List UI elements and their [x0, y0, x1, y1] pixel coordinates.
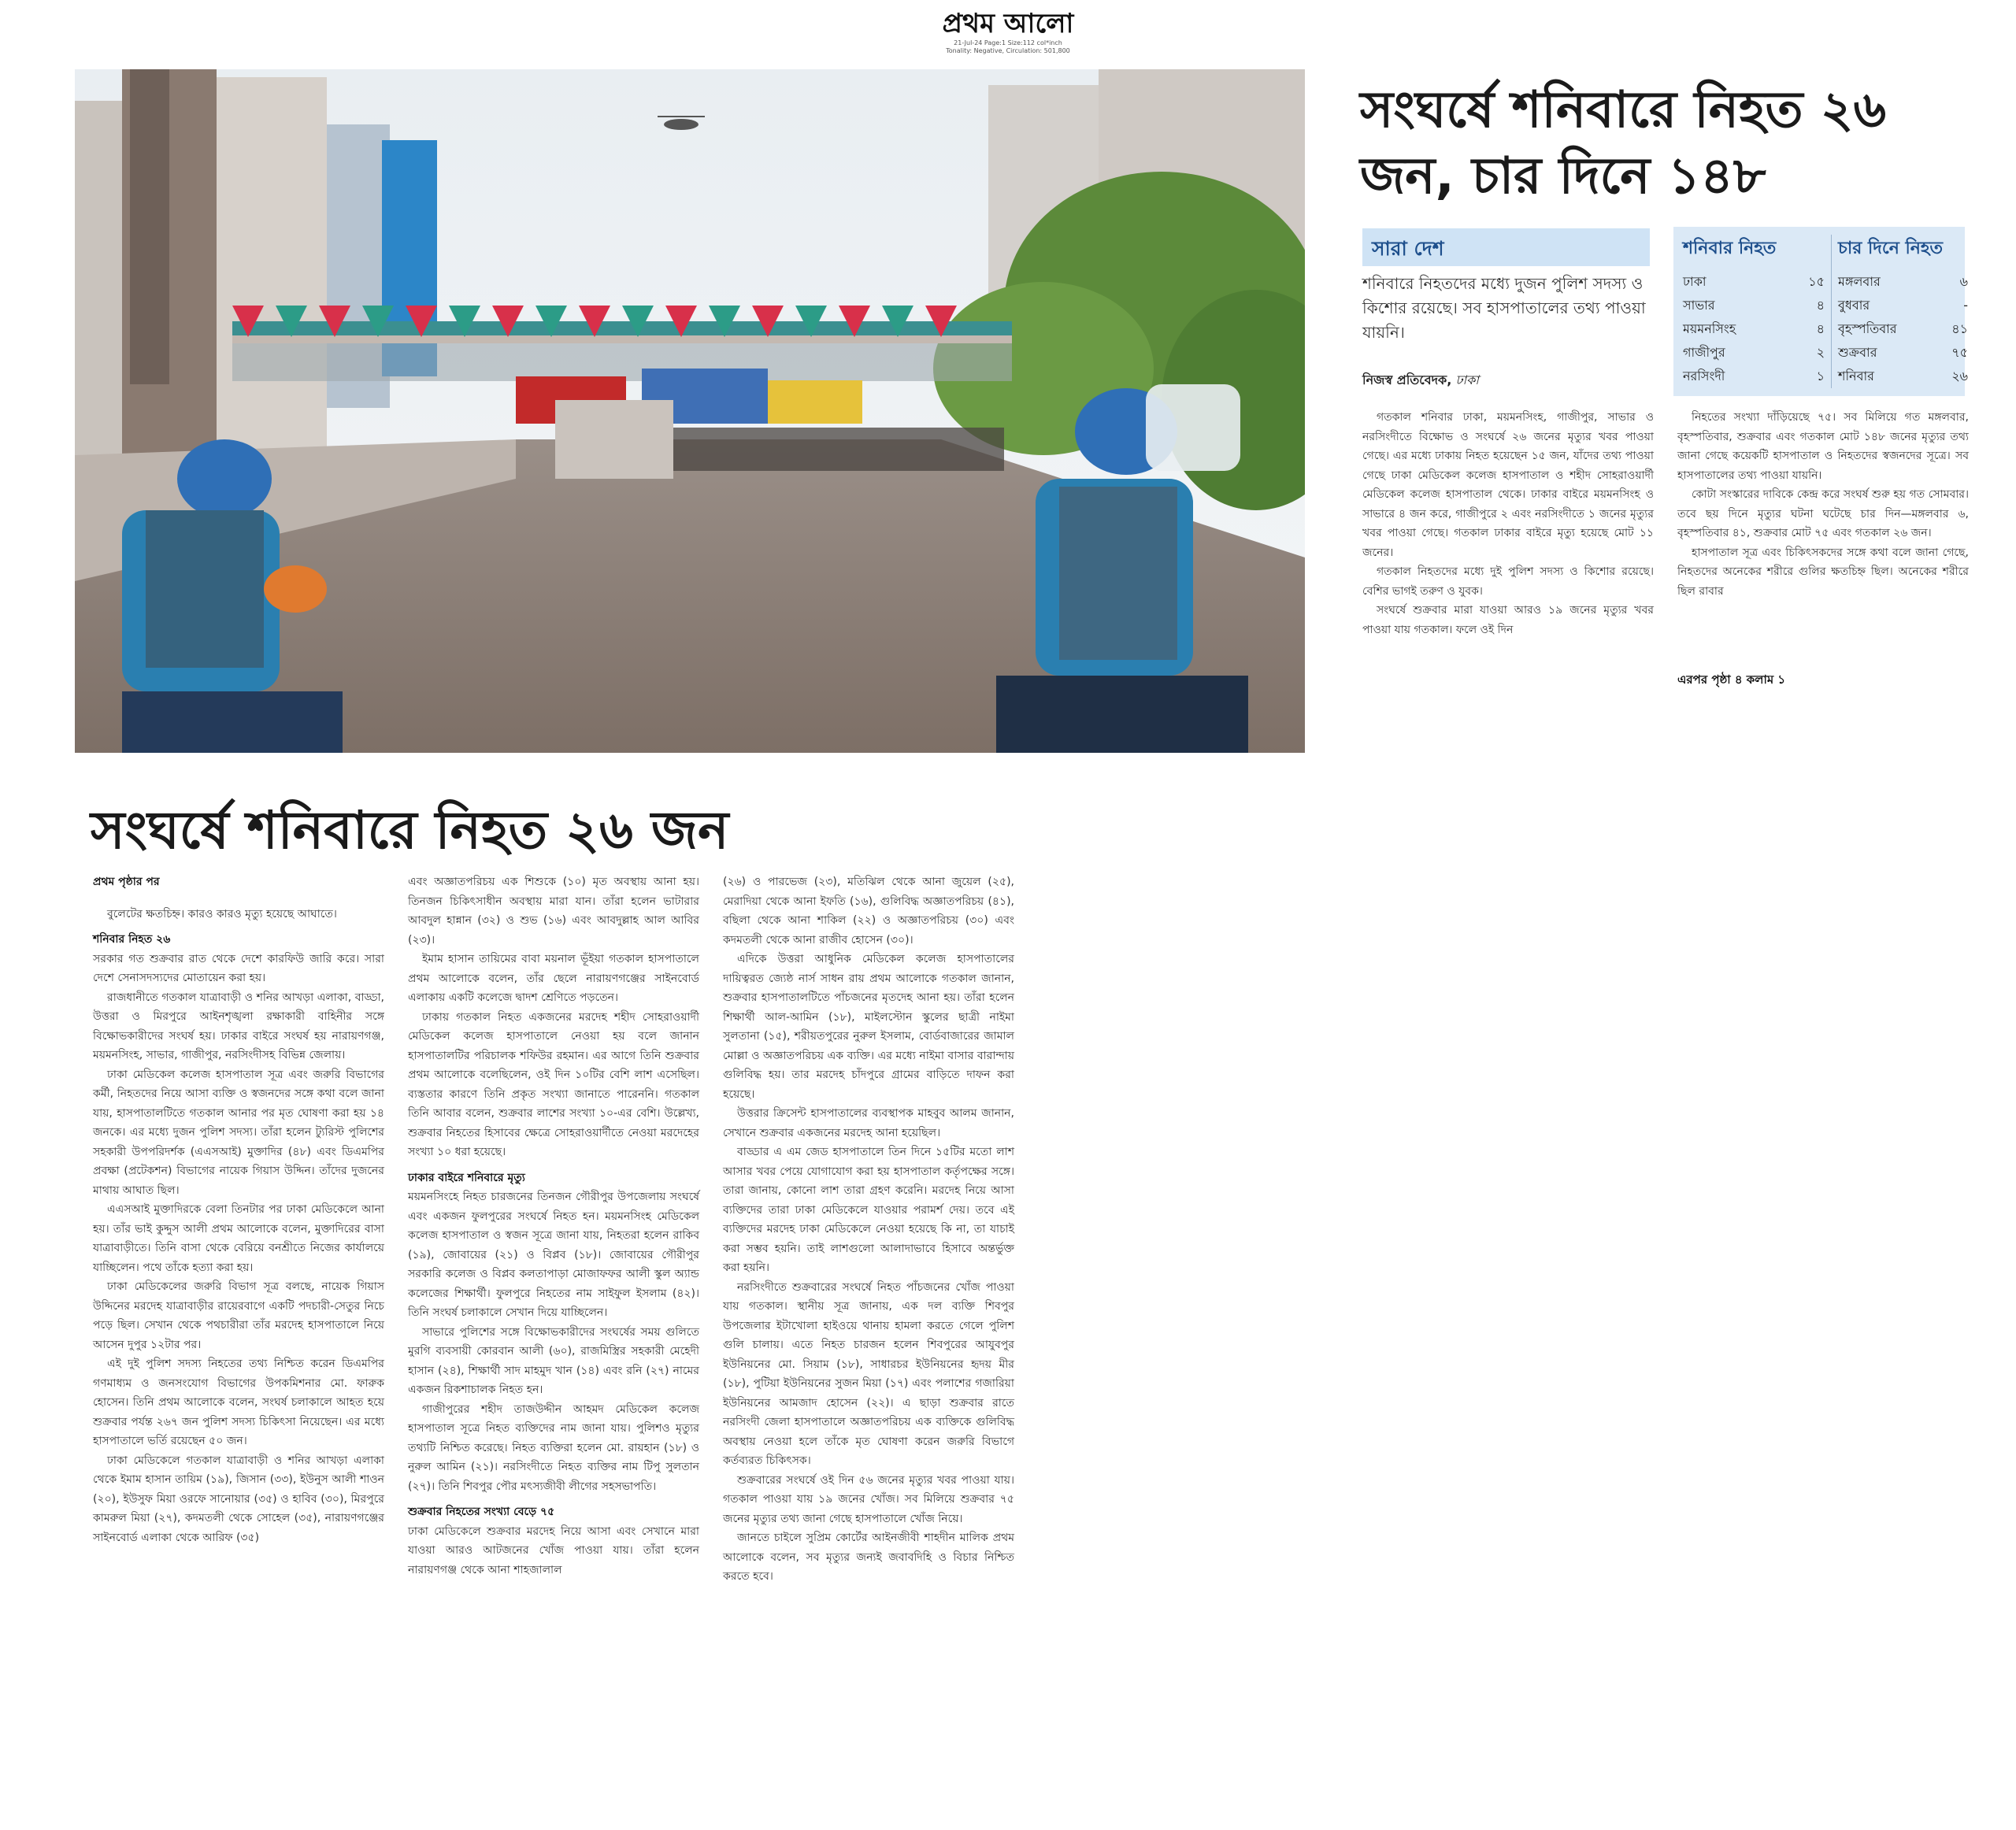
paragraph: এএসআই মুক্তাদিরকে বেলা তিনটার পর ঢাকা মেডিকেলে আনা হয়। তাঁর ভাই কুদ্দুস আলী প্রথম আলোকে বলেন, মুক্তাদিরের বাসা যাত্রাবাড়ীতে। তিনি বাসা থেকে বেরিয়ে বনশ্রীতে নিজের কার্যালয়ে যাচ্ছিলেন। পথে তাঁকে হত্যা করা হয়। — [93, 1203, 384, 1274]
paragraph: সংঘর্ষে শুক্রবার মারা যাওয়া আরও ১৯ জনের মৃত্যুর খবর পাওয়া যায় গতকাল। ফলে ওই দিন — [1362, 604, 1654, 636]
continued-jump-line: এরপর পৃষ্ঠা ৪ কলাম ১ — [1677, 672, 1786, 687]
subheading: শুক্রবার নিহতের সংখ্যা বেড়ে ৭৫ — [408, 1506, 555, 1518]
paragraph: নরসিংদীতে শুক্রবারের সংঘর্ষে নিহত পাঁচজনের খোঁজ পাওয়া যায় গতকাল। স্থানীয় সূত্র জানায়, এক দল ব্যক্তি শিবপুর উপজেলার ইটাখোলা হাইওয়ে থানায় হামলা করতে গেলে পুলিশ গুলি চালায়। এতে নিহত চারজন হলেন শিবপুরের আযুবপুর ইউনিয়নের মো. সিয়াম (১৮), সাধারচর ইউনিয়নের হৃদয় মীর (১৮), পুটিয়া ইউনিয়নের সুজন মিয়া (১৭) এবং পলাশের গজারিয়া ইউনিয়নের আমজাদ হোসেন (২২)। এ ছাড়া শুক্রবার রাতে নরসিংদী জেলা হাসপাতালে অজ্ঞাতপরিচয় এক ব্যক্তিকে গুলিবিদ্ধ অবস্থায় নেওয়া হলে তাঁকে মৃত ঘোষণা করেন জরুরি বিভাগে কর্তব্যরত চিকিৎসক। — [723, 1280, 1014, 1467]
stats-row — [1838, 365, 1968, 388]
stats-label: বুধবার — [1838, 298, 1870, 313]
stats-label: সাভার — [1683, 298, 1715, 313]
stats-row — [1683, 341, 1825, 365]
continued-from-front: প্রথম পৃষ্ঠার পর — [93, 876, 160, 888]
paragraph: ঢাকা মেডিকেলে শুক্রবার মরদেহ নিয়ে আসা এবং সেখানে মারা যাওয়া আরও আটজনের খোঁজ পাওয়া যায়। তাঁরা হলেন নারায়ণগঞ্জ থেকে আনা শাহজালাল — [408, 1524, 699, 1576]
paragraph: রাজধানীতে গতকাল যাত্রাবাড়ী ও শনির আখড়া এলাকা, বাড্ডা, উত্তরা ও মিরপুরে আইনশৃঙ্খলা রক্ষাকারী বাহিনীর সঙ্গে বিক্ষোভকারীদের সংঘর্ষ হয়। ঢাকার বাইরে সংঘর্ষ হয় নারায়ণগঞ্জ, ময়মনসিংহ, সাভার, গাজীপুর, নরসিংদীসহ বিভিন্ন জেলায়। — [93, 991, 384, 1061]
stats-value: ৪ — [1816, 298, 1825, 313]
paragraph: ঢাকায় গতকাল নিহত একজনের মরদেহ শহীদ সোহরাওয়ার্দী মেডিকেল কলেজ হাসপাতালে নেওয়া হয় বলে জানান হাসপাতালটির পরিচালক শফিউর রহমান। এর আগে তিনি শুক্রবার প্রথম আলোকে বলেছিলেন, ওই দিন ১০টির বেশি লাশ এসেছিল। ব্যস্ততার কারণে তিনি প্রকৃত সংখ্যা জানাতে পারেননি। গতকাল তিনি আবার বলেন, শুক্রবার লাশের সংখ্যা ১০-এর বেশি। উল্লেখ্য, শুক্রবার নিহতের হিসাবের ক্ষেত্রে সোহরাওয়ার্দীতে নেওয়া মরদেহের সংখ্যা ১০ ধরা হয়েছে। — [408, 1010, 699, 1158]
paragraph: এবং অজ্ঞাতপরিচয় এক শিশুকে (১০) মৃত অবস্থায় আনা হয়। তিনজন চিকিৎসাধীন অবস্থায় মারা যান। তাঁরা হলেন ভাটারার আবদুল হান্নান (৩২) ও শুভ (১৬) এবং আবদুল্লাহ আল আবির (২৩)। — [408, 876, 699, 946]
section-label — [1362, 228, 1650, 266]
paragraph: বাড্ডার এ এম জেড হাসপাতালে তিন দিনে ১৫টির মতো লাশ আসার খবর পেয়ে যোগাযোগ করা হয় হাসপাতাল কর্তৃপক্ষের সঙ্গে। তারা জানায়, কোনো লাশ তারা গ্রহণ করেনি। মরদেহ নিয়ে আসা ব্যক্তিদের তারা ঢাকা মেডিকেলে যাওয়ার পরামর্শ দেয়। তবে এই ব্যক্তিদের মরদেহ ঢাকা মেডিকেলে নেওয়া হয়েছে কি না, তা যাচাই করা সম্ভব হয়নি। তাই লাশগুলো আলাদাভাবে হিসাবে অন্তর্ভুক্ত করা হয়নি। — [723, 1146, 1014, 1274]
stats-value: ৭৫ — [1951, 345, 1968, 360]
stats-value: ২ — [1816, 345, 1825, 360]
saturday-deaths-title: শনিবার নিহত — [1683, 239, 1777, 258]
byline-name: নিজস্ব প্রতিবেদক, — [1362, 372, 1452, 387]
paragraph: ঢাকা মেডিকেলে গতকাল যাত্রাবাড়ী ও শনির আখড়া এলাকা থেকে ইমাম হাসান তায়িম (১৯), জিসান (৩৩), ইউনুস আলী শাওন (২০), ইউসুফ মিয়া ওরফে সানোয়ার (৩৫) ও হাবিব (৩০), মিরপুরে কামরুল মিয়া (২৭), কদমতলী থেকে সোহেল (৩৫), নারায়ণগঞ্জের সাইনবোর্ড এলাকা থেকে আরিফ (৩৫) — [93, 1454, 384, 1544]
paragraph: শুক্রবারের সংঘর্ষে ওই দিন ৫৬ জনের মৃত্যুর খবর পাওয়া যায়। গতকাল পাওয়া যায় ১৯ জনের খোঁজ। সব মিলিয়ে শুক্রবার ৭৫ জনের মৃত্যুর তথ্য জানা গেছে হাসপাতালে খোঁজ নিয়ে। — [723, 1473, 1014, 1525]
clipping-meta-line1: 21-Jul-24 Page:1 Size:112 col*inch — [954, 39, 1062, 46]
paragraph: বুলেটের ক্ষতচিহ্ন। কারও কারও মৃত্যু হয়েছে আঘাতে। — [107, 907, 337, 921]
article-column — [408, 872, 699, 1580]
stats-value: ৪১ — [1951, 321, 1968, 336]
stats-label: গাজীপুর — [1683, 345, 1725, 360]
stats-value: ২৬ — [1951, 369, 1968, 383]
stats-row — [1838, 294, 1968, 317]
stats-value: ১ — [1816, 369, 1825, 383]
paragraph: (২৬) ও পারভেজ (২৩), মতিঝিল থেকে আনা জুয়েল (২৫), মেরাদিয়া থেকে আনা ইফতি (১৬), গুলিবিদ্ধ অজ্ঞাতপরিচয় (৪১), বছিলা থেকে আনা শাকিল (২২) ও অজ্ঞাতপরিচয় (৩০) এবং কদমতলী থেকে আনা রাজীব হোসেন (৩০)। — [723, 876, 1014, 946]
paragraph: গাজীপুরের শহীদ তাজউদ্দীন আহমদ মেডিকেল কলেজ হাসপাতাল সূত্রে নিহত ব্যক্তিদের নাম জানা যায়। পুলিশও মৃত্যুর তথ্যটি নিশ্চিত করেছে। নিহত ব্যক্তিরা হলেন মো. রায়হান (১৮) ও নুরুল আমিন (২১)। নরসিংদীতে নিহত ব্যক্তির নাম টিপু সুলতান (২৭)। তিনি শিবপুর পৌর মৎস্যজীবী লীগের সহসভাপতি। — [408, 1402, 699, 1493]
news-photo — [75, 69, 1305, 753]
paragraph: হাসপাতাল সূত্র এবং চিকিৎসকদের সঙ্গে কথা বলে জানা গেছে, নিহতদের অনেকের শরীরে গুলির ক্ষতচিহ্ন ছিল। অনেকের শরীরে ছিল রাবার — [1677, 546, 1969, 598]
story-summary: শনিবারে নিহতদের মধ্যে দুজন পুলিশ সদস্য ও কিশোর রয়েছে। সব হাসপাতালের তথ্য পাওয়া যায়নি। — [1362, 274, 1646, 342]
paragraph: সরকার গত শুক্রবার রাত থেকে দেশে কারফিউ জারি করে। সারা দেশে সেনাসদস্যদের মোতায়েন করা হয়। — [93, 952, 384, 984]
stats-row — [1683, 270, 1825, 294]
stats-label: ময়মনসিংহ — [1683, 321, 1736, 336]
paragraph: এই দুই পুলিশ সদস্য নিহতের তথ্য নিশ্চিত করেন ডিএমপির গণমাধ্যম ও জনসংযোগ বিভাগের উপকমিশনার মো. ফারুক হোসেন। তিনি প্রথম আলোকে বলেন, সংঘর্ষ চলাকালে আহত হয়ে শুক্রবার পর্যন্ত ২৬৭ জন পুলিশ সদস্য চিকিৎসা নিয়েছেন। এর মধ্যে হাসপাতালে ভর্তি রয়েছেন ৫০ জন। — [93, 1358, 384, 1447]
masthead — [929, 8, 1087, 55]
stats-row — [1683, 294, 1825, 317]
paragraph: গতকাল নিহতদের মধ্যে দুই পুলিশ সদস্য ও কিশোর রয়েছে। বেশির ভাগই তরুণ ও যুবক। — [1362, 565, 1654, 598]
stats-value: ৬ — [1959, 274, 1968, 289]
four-day-deaths-column — [1831, 235, 1968, 388]
stats-row — [1838, 270, 1968, 294]
article-column — [1677, 408, 1969, 601]
stats-row — [1683, 317, 1825, 341]
paragraph: ঢাকা মেডিকেলের জরুরি বিভাগ সূত্র বলছে, নায়েক গিয়াস উদ্দিনের মরদেহ যাত্রাবাড়ীর রায়েরবাগে একটি পদচারী-সেতুর নিচে পড়ে ছিল। সেখান থেকে পথচারীরা তাঁর মরদেহ হাসপাতালে নিয়ে আসেন দুপুর ১২টার পর। — [93, 1280, 384, 1351]
stats-label: ঢাকা — [1683, 274, 1707, 289]
stats-label: বৃহস্পতিবার — [1838, 321, 1897, 336]
stats-label: মঙ্গলবার — [1838, 274, 1881, 289]
stats-label: শুক্রবার — [1838, 345, 1877, 360]
section-label-text: সারা দেশ — [1372, 237, 1444, 260]
street-clash-photo — [75, 69, 1305, 753]
saturday-deaths-column — [1683, 235, 1825, 388]
byline-place: ঢাকা — [1455, 372, 1479, 387]
paragraph: নিহতের সংখ্যা দাঁড়িয়েছে ৭৫। সব মিলিয়ে গত মঙ্গলবার, বৃহস্পতিবার, শুক্রবার এবং গতকাল মোট ১৪৮ জনের মৃত্যুর তথ্য জানা গেছে কয়েকটি হাসপাতাল ও নিহতদের স্বজনদের সূত্রে। সব হাসপাতালের তথ্য পাওয়া যায়নি। — [1677, 411, 1969, 482]
jump-headline: সংঘর্ষে শনিবারে নিহত ২৬ জন — [91, 800, 729, 861]
stats-value: ৪ — [1816, 321, 1825, 336]
subheading: ঢাকার বাইরে শনিবারে মৃত্যু — [408, 1171, 525, 1184]
stats-row — [1838, 317, 1968, 341]
stats-value: - — [1963, 298, 1968, 313]
paragraph: গতকাল শনিবার ঢাকা, ময়মনসিংহ, গাজীপুর, সাভার ও নরসিংদীতে বিক্ষোভ ও সংঘর্ষে ২৬ জনের মৃত্যুর খবর পাওয়া গেছে। এর মধ্যে ঢাকায় নিহত হয়েছেন ১৫ জন, যাঁদের তথ্য পাওয়া গেছে ঢাকা মেডিকেল কলেজ হাসপাতাল ও শহীদ সোহরাওয়ার্দী মেডিকেল কলেজ হাসপাতাল থেকে। ঢাকার বাইরে ময়মনসিংহ ও সাভারে ৪ জন করে, গাজীপুরে ২ এবং নরসিংদীতে ১ জনের মৃত্যুর খবর পাওয়া গেছে। গতকাল ঢাকার বাইরে মৃত্যু হয়েছে মোট ১১ জনের। — [1362, 411, 1654, 559]
paragraph: উত্তরার ক্রিসেন্ট হাসপাতালের ব্যবস্থাপক মাহবুব আলম জানান, সেখানে শুক্রবার একজনের মরদেহ আনা হয়েছিল। — [723, 1107, 1014, 1139]
stats-label: শনিবার — [1838, 369, 1874, 383]
paragraph: ময়মনসিংহে নিহত চারজনের তিনজন গৌরীপুর উপজেলায় সংঘর্ষে এবং একজন ফুলপুরের সংঘর্ষে নিহত হন। ময়মনসিংহ মেডিকেল কলেজ হাসপাতাল ও স্বজন সূত্রে জানা যায়, নিহতরা হলেন রাকিব (১৯), জোবায়ের (২১) ও বিপ্লব (১৮)। জোবায়ের গৌরীপুর সরকারি কলেজ ও বিপ্লব কলতাপাড়া মোজাফফর আলী স্কুল অ্যান্ড কলেজের শিক্ষার্থী। ফুলপুরে নিহতের নাম সাইফুল ইসলাম (৪২)। তিনি সংঘর্ষ চলাকালে সেখান দিয়ে যাচ্ছিলেন। — [408, 1191, 699, 1319]
main-headline: সংঘর্ষে শনিবারে নিহত ২৬ জন, চার দিনে ১৪৮ — [1360, 81, 1887, 206]
newspaper-logo: প্রথম আলো — [942, 8, 1074, 39]
subheading: শনিবার নিহত ২৬ — [93, 933, 171, 946]
paragraph: ঢাকা মেডিকেল কলেজ হাসপাতাল সূত্র এবং জরুরি বিভাগের কর্মী, নিহতদের নিয়ে আসা ব্যক্তি ও স্বজনদের সঙ্গে কথা বলে জানা যায়, হাসপাতালটিতে গতকাল আনার পর মৃত ঘোষণা করা হয় ১৪ জনকে। এর মধ্যে দুজন পুলিশ সদস্য। তাঁরা হলেন ট্যুরিস্ট পুলিশের সহকারী উপপরিদর্শক (এএসআই) মুক্তাদির (৪৮) এবং ডিএমপির প্রবক্ষা (প্রটেকশন) বিভাগের নায়েক গিয়াস উদ্দিন। তাঁদের দুজনের মাথায় আঘাত ছিল। — [93, 1068, 384, 1197]
article-column — [723, 872, 1014, 1587]
paragraph: ইমাম হাসান তায়িমের বাবা ময়নাল ভূঁইয়া গতকাল হাসপাতালে প্রথম আলোকে বলেন, তাঁর ছেলে নারায়ণগঞ্জের সাইনবোর্ড এলাকায় একটি কলেজে দ্বাদশ শ্রেণিতে পড়তেন। — [408, 953, 699, 1004]
casualty-stats-box — [1673, 227, 1968, 396]
paragraph: জানতে চাইলে সুপ্রিম কোর্টের আইনজীবী শাহদীন মালিক প্রথম আলোকে বলেন, সব মৃত্যুর জন্যই জবাবদিহি ও বিচার নিশ্চিত করতে হবে। — [723, 1532, 1014, 1583]
paragraph: সাভারে পুলিশের সঙ্গে বিক্ষোভকারীদের সংঘর্ষের সময় গুলিতে মুরগি ব্যবসায়ী কোরবান আলী (৬০), রাজমিস্ত্রির সহকারী মেহেদী হাসান (২৪), শিক্ষার্থী সাদ মাহমুদ খান (১৪) এবং রনি (২৭) নামের একজন রিকশাচালক নিহত হন। — [408, 1325, 699, 1396]
stats-row — [1683, 365, 1825, 388]
byline — [1362, 370, 1650, 391]
article-column — [1362, 408, 1654, 639]
clipping-meta-line2: Tonality: Negative, Circulation: 501,800 — [946, 47, 1070, 54]
four-day-deaths-title: চার দিনে নিহত — [1838, 239, 1943, 258]
stats-row — [1838, 341, 1968, 365]
stats-value: ১৫ — [1808, 274, 1825, 289]
paragraph: এদিকে উত্তরা আধুনিক মেডিকেল কলেজ হাসপাতালের দায়িত্বরত জ্যেষ্ঠ নার্স সাধন রায় প্রথম আলোকে গতকাল জানান, শুক্রবার হাসপাতালটিতে পাঁচজনের মৃতদেহ আনা হয়। তাঁরা হলেন শিক্ষার্থী আল-আমিন (১৮), মাইলস্টোন স্কুলের ছাত্রী নাইমা সুলতানা (১৫), শরীয়তপুরের নুরুল ইসলাম, বোর্ডবাজারের জামাল মোল্লা ও অজ্ঞাতপরিচয় এক ব্যক্তি। এর মধ্যে নাইমা বাসার বারান্দায় গুলিবিদ্ধ হয়। তার মরদেহ চাঁদপুরে গ্রামের বাড়িতে দাফন করা হয়েছে। — [723, 953, 1014, 1101]
article-column — [93, 872, 384, 1547]
stats-label: নরসিংদী — [1683, 369, 1725, 383]
paragraph: কোটা সংস্কারের দাবিকে কেন্দ্র করে সংঘর্ষ শুরু হয় গত সোমবার। তবে ছয় দিনে মৃত্যুর ঘটনা ঘটেছে চার দিন—মঙ্গলবার ৬, বৃহস্পতিবার ৪১, শুক্রবার মোট ৭৫ এবং গতকাল ২৬ জন। — [1677, 488, 1969, 539]
